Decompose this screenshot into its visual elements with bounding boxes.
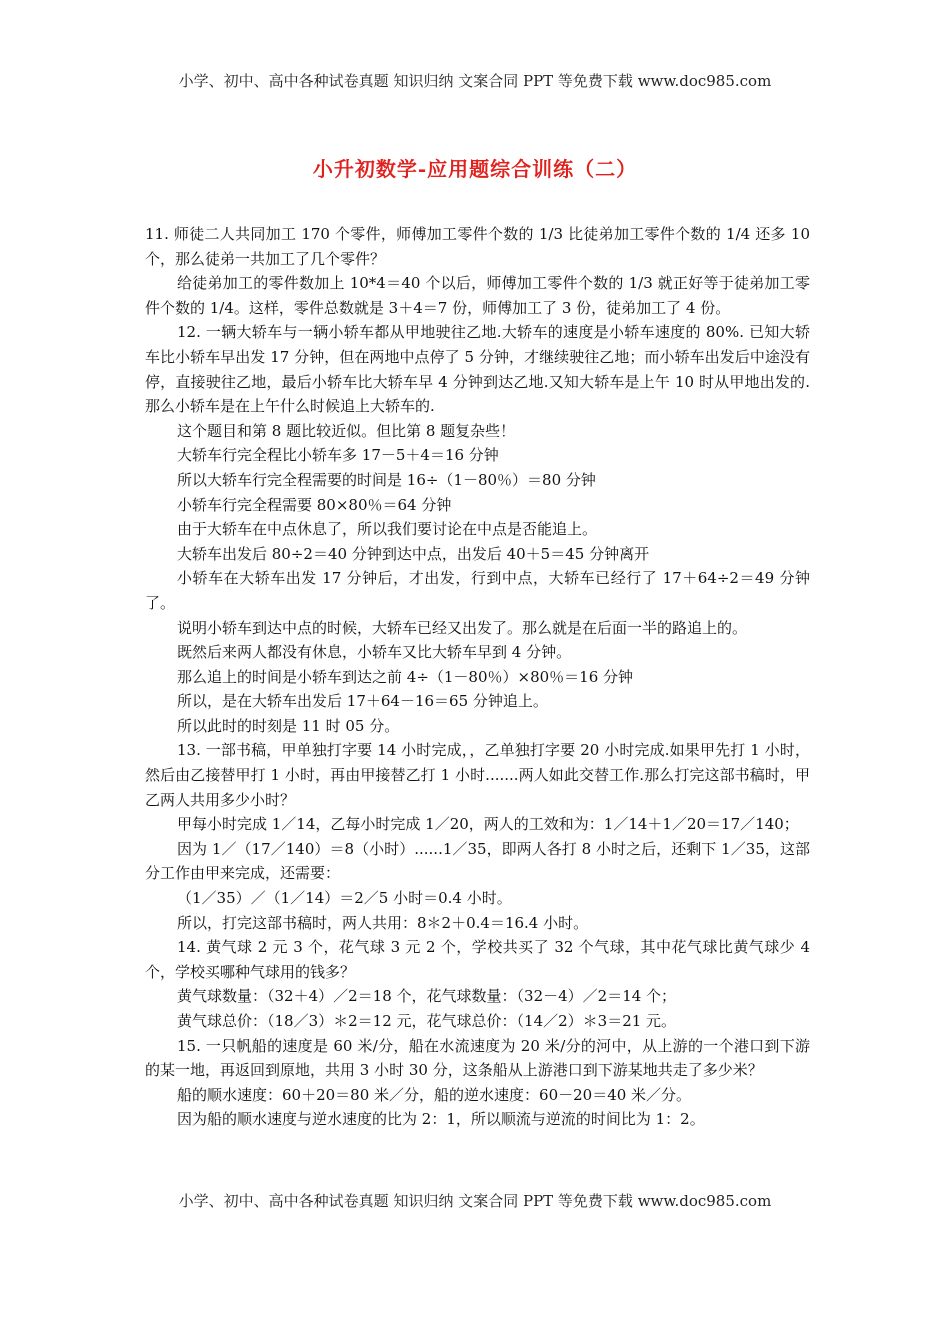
answer-13-line: （1／35）／（1／14）＝2／5 小时＝0.4 小时。: [177, 889, 512, 908]
answer-14-line: 黄气球数量：（32＋4）／2＝18 个，花气球数量：（32－4）／2＝14 个；: [177, 987, 677, 1006]
answer-12-line: 说明小轿车到达中点的时候，大轿车已经又出发了。那么就是在后面一半的路追上的。: [177, 618, 748, 637]
answer-12-line: 大轿车行完全程比小轿车多 17－5＋4＝16 分钟: [177, 446, 499, 465]
answer-12-line: 小轿车在大轿车出发 17 分钟后，才出发，行到中点，大轿车已经行了 17＋64÷2＝49 分钟了。: [145, 569, 810, 612]
answer-12-line: 那么追上的时间是小轿车到达之前 4÷（1－80％）×80％＝16 分钟: [177, 667, 634, 686]
answer-13-line: 因为 1／（17／140）＝8（小时）......1／35，即两人各打 8 小时之后，还剩下 1／35，这部分工作由甲来完成，还需要：: [145, 839, 810, 883]
question-11: 11. 师徒二人共同加工 170 个零件，师傅加工零件个数的 1/3 比徒弟加工零件个数的 1/4 还多 10 个，那么徒弟一共加工了几个零件？: [145, 225, 810, 268]
question-13: 13. 一部书稿，甲单独打字要 14 小时完成，，乙单独打字要 20 小时完成.如果甲先打 1 小时，然后由乙接替甲打 1 小时，再由甲接替乙打 1 小时.......两人如此交替工作.那么打完这部书稿时，甲乙两人共用多少小时？: [145, 741, 810, 809]
answer-12-line: 小轿车行完全程需要 80×80％＝64 分钟: [177, 495, 452, 514]
answer-12-line: 所以此时的时刻是 11 时 05 分。: [177, 716, 400, 735]
question-14: 14. 黄气球 2 元 3 个，花气球 3 元 2 个，学校共买了 32 个气球，其中花气球比黄气球少 4 个，学校买哪种气球用的钱多？: [145, 938, 810, 981]
answer-12-line: 所以，是在大轿车出发后 17＋64－16＝65 分钟追上。: [177, 692, 548, 711]
document-title: 小升初数学-应用题综合训练（二）: [312, 157, 638, 181]
answer-12-line: 既然后来两人都没有休息，小轿车又比大轿车早到 4 分钟。: [177, 643, 572, 662]
answer-14-line: 黄气球总价：（18／3）＊2＝12 元，花气球总价：（14／2）＊3＝21 元。: [177, 1012, 677, 1030]
answer-12-line: 这个题目和第 8 题比较近似。但比第 8 题复杂些！: [177, 421, 516, 440]
question-15: 15. 一只帆船的速度是 60 米/分，船在水流速度为 20 米/分的河中，从上游的一个港口到下游的某一地，再返回到原地，共用 3 小时 30 分，这条船从上游港口到下游某地共走了多少米？: [145, 1036, 810, 1080]
answer-13-line: 所以，打完这部书稿时，两人共用：8＊2＋0.4＝16.4 小时。: [177, 913, 589, 932]
answer-15-line: 船的顺水速度：60＋20＝80 米／分，船的逆水速度：60－20＝40 米／分。: [177, 1085, 692, 1104]
answer-12-line: 大轿车出发后 80÷2＝40 分钟到达中点，出发后 40＋5＝45 分钟离开: [177, 544, 650, 563]
answer-15-line: 因为船的顺水速度与逆水速度的比为 2：1，所以顺流与逆流的时间比为 1：2。: [177, 1110, 705, 1129]
question-12: 12. 一辆大轿车与一辆小轿车都从甲地驶往乙地.大轿车的速度是小轿车速度的 80%. 已知大轿车比小轿车早出发 17 分钟，但在两地中点停了 5 分钟，才继续驶往乙地；而小轿车出发后中途没有停，直接驶往乙地，最后小轿车比大轿车早 4 分钟到达乙地.又知大轿车是上午 10 时从甲地出发的.那么小轿车是在上午什么时候追上大轿车的.: [145, 323, 810, 416]
page-footer: 小学、初中、高中各种试卷真题 知识归纳 文案合同 PPT 等免费下载 www.doc985.com: [178, 1192, 772, 1210]
answer-12-line: 所以大轿车行完全程需要的时间是 16÷（1－80％）＝80 分钟: [177, 470, 596, 489]
document-body: [145, 222, 810, 1132]
answer-13-line: 甲每小时完成 1／14，乙每小时完成 1／20，两人的工效和为：1／14＋1／20＝17／140；: [177, 815, 799, 834]
answer-11: 给徒弟加工的零件数加上 10*4＝40 个以后，师傅加工零件个数的 1/3 就正好等于徒弟加工零件个数的 1/4。这样，零件总数就是 3＋4＝7 份，师傅加工了 3 份，徒弟加工了 4 份。: [145, 274, 810, 317]
answer-12-line: 由于大轿车在中点休息了，所以我们要讨论在中点是否能追上。: [177, 520, 598, 539]
page-header: 小学、初中、高中各种试卷真题 知识归纳 文案合同 PPT 等免费下载 www.doc985.com: [178, 72, 772, 90]
